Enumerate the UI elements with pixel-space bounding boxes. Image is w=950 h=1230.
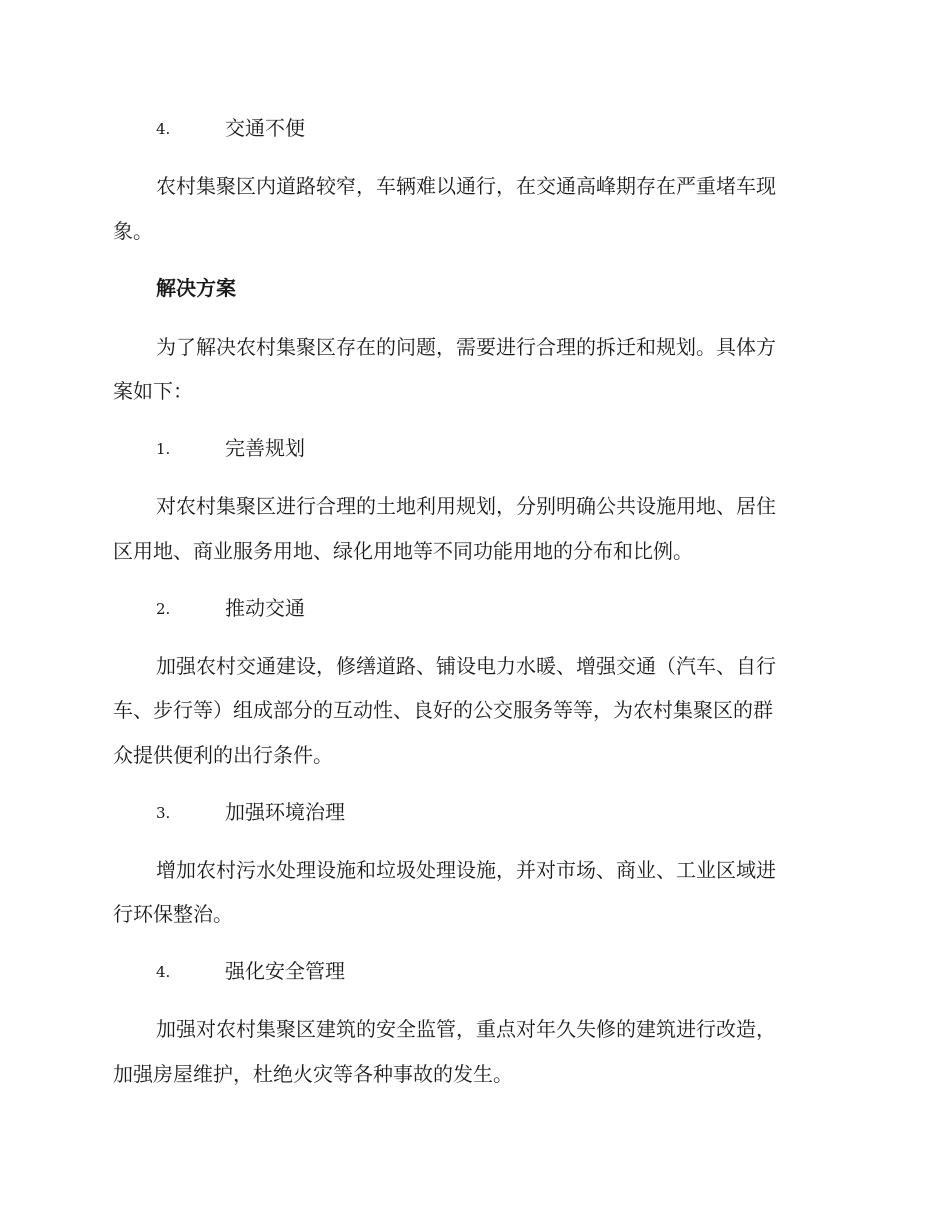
paragraph-line: 象。: [113, 219, 153, 243]
list-number: 4.: [156, 120, 171, 138]
paragraph-line: 对农村集聚区进行合理的土地利用规划，分别明确公共设施用地、居住: [156, 494, 776, 518]
list-number: 2.: [156, 600, 171, 618]
list-number: 4.: [156, 963, 171, 981]
list-heading: 完善规划: [225, 436, 305, 460]
list-number: 3.: [156, 804, 171, 822]
paragraph-line: 众提供便利的出行条件。: [113, 743, 333, 767]
paragraph-line: 区用地、商业服务用地、绿化用地等不同功能用地的分布和比例。: [113, 539, 693, 563]
list-heading: 推动交通: [225, 596, 305, 620]
paragraph-line: 加强对农村集聚区建筑的安全监管，重点对年久失修的建筑进行改造，: [156, 1017, 776, 1041]
paragraph-line: 增加农村污水处理设施和垃圾处理设施，并对市场、商业、工业区域进: [156, 858, 776, 882]
paragraph-line: 案如下：: [113, 379, 193, 403]
list-heading: 强化安全管理: [225, 959, 345, 983]
paragraph-line: 加强农村交通建设，修缮道路、铺设电力水暖、增强交通（汽车、自行: [156, 654, 776, 678]
list-heading: 加强环境治理: [225, 800, 345, 824]
paragraph-line: 加强房屋维护，杜绝火灾等各种事故的发生。: [113, 1062, 513, 1086]
paragraph-line: 农村集聚区内道路较窄，车辆难以通行，在交通高峰期存在严重堵车现: [156, 174, 776, 198]
paragraph-line: 行环保整治。: [113, 902, 233, 926]
list-heading: 交通不便: [225, 116, 305, 140]
paragraph-line: 车、步行等）组成部分的互动性、良好的公交服务等等，为农村集聚区的群: [113, 698, 773, 722]
section-title: 解决方案: [156, 276, 236, 300]
list-number: 1.: [156, 440, 171, 458]
paragraph-line: 为了解决农村集聚区存在的问题，需要进行合理的拆迁和规划。具体方: [156, 335, 776, 359]
